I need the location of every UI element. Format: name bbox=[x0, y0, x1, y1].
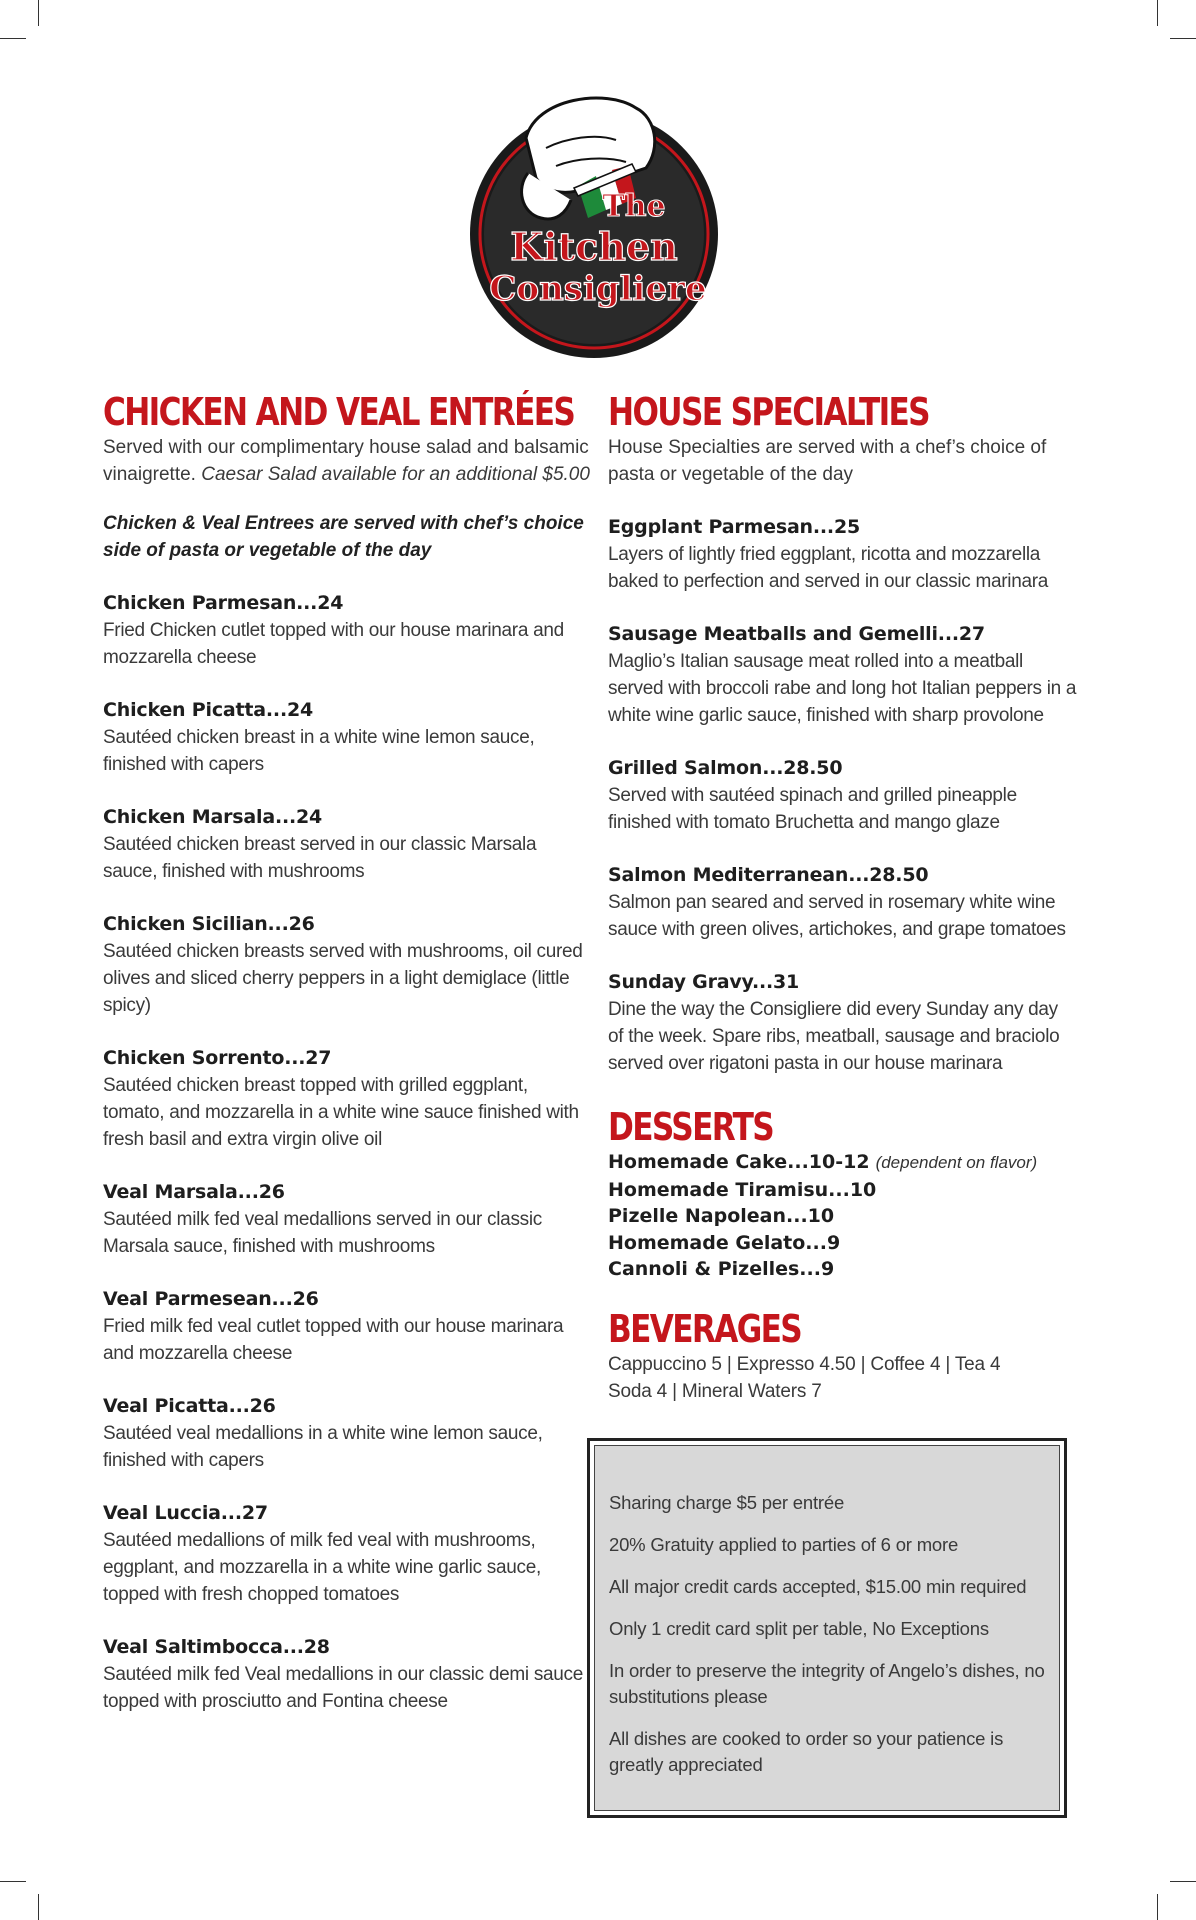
menu-item-description: Layers of lightly fried eggplant, ricotta and mozzarella baked to perfection and served in our classic marinara bbox=[608, 544, 1049, 592]
menu-item bbox=[103, 1045, 593, 1153]
menu-item bbox=[608, 969, 1078, 1077]
menu-item-name: Chicken Picatta...24 bbox=[103, 699, 314, 721]
crop-mark bbox=[0, 1881, 26, 1882]
beverages-line-2: Soda 4 | Mineral Waters 7 bbox=[608, 1380, 822, 1402]
beverages-line-1: Cappuccino 5 | Expresso 4.50 | Coffee 4 | Tea 4 bbox=[608, 1353, 1001, 1375]
dessert-name: Cannoli & Pizelles...9 bbox=[608, 1258, 835, 1280]
menu-item-name: Chicken Sicilian...26 bbox=[103, 913, 315, 935]
chicken-veal-column bbox=[103, 390, 593, 1715]
menu-item-name: Veal Parmesean...26 bbox=[103, 1288, 319, 1310]
menu-item-name: Sausage Meatballs and Gemelli...27 bbox=[608, 623, 985, 645]
chicken-veal-title: CHICKEN AND VEAL ENTRÉES bbox=[103, 390, 575, 434]
policy-line: 20% Gratuity applied to parties of 6 or more bbox=[609, 1534, 959, 1555]
menu-item-name: Eggplant Parmesan...25 bbox=[608, 516, 860, 538]
menu-item-name: Salmon Mediterranean...28.50 bbox=[608, 864, 929, 886]
dessert-note: (dependent on flavor) bbox=[875, 1153, 1038, 1172]
menu-item bbox=[103, 1179, 593, 1260]
menu-item bbox=[103, 697, 593, 778]
policy-box bbox=[587, 1438, 1067, 1818]
menu-item-name: Chicken Marsala...24 bbox=[103, 806, 323, 828]
house-specialties-intro: House Specialties are served with a chef’s choice of pasta or vegetable of the day bbox=[608, 437, 1047, 485]
chicken-veal-list bbox=[103, 590, 593, 1715]
dessert-name: Homemade Gelato...9 bbox=[608, 1231, 841, 1254]
menu-item bbox=[103, 911, 593, 1019]
dessert-item bbox=[608, 1177, 1078, 1204]
menu-item-name: Veal Saltimbocca...28 bbox=[103, 1636, 330, 1658]
dessert-name: Homemade Cake...10-12 bbox=[608, 1151, 870, 1173]
menu-item bbox=[103, 804, 593, 885]
menu-item-description: Sautéed medallions of milk fed veal with mushrooms, eggplant, and mozzarella in a white wine garlic sauce, topped with fresh chopped tomatoes bbox=[103, 1530, 541, 1605]
dessert-name: Pizelle Napolean...10 bbox=[608, 1205, 835, 1227]
policy-line: All dishes are cooked to order so your patience is greatly appreciated bbox=[609, 1728, 1004, 1775]
logo-text-consigliere: Consigliere bbox=[489, 269, 707, 309]
menu-item-name: Sunday Gravy...31 bbox=[608, 971, 800, 993]
menu-item bbox=[608, 862, 1078, 943]
menu-item bbox=[103, 1393, 593, 1474]
caesar-note: Caesar Salad available for an additional $5.00 bbox=[201, 464, 590, 485]
policy-line: All major credit cards accepted, $15.00 min required bbox=[609, 1576, 1027, 1597]
menu-item-description: Maglio’s Italian sausage meat rolled into a meatball served with broccoli rabe and long hot Italian peppers in a white wine garlic sauce, finished with sharp provolone bbox=[608, 651, 1077, 726]
menu-item-description: Served with sautéed spinach and grilled pineapple finished with tomato Bruchetta and mango glaze bbox=[608, 785, 1017, 833]
desserts-title: DESSERTS bbox=[608, 1105, 774, 1149]
dessert-item bbox=[608, 1256, 1078, 1283]
dessert-item bbox=[608, 1230, 1078, 1257]
menu-item-description: Fried milk fed veal cutlet topped with our house marinara and mozzarella cheese bbox=[103, 1316, 564, 1364]
menu-item bbox=[608, 514, 1078, 595]
menu-item bbox=[608, 621, 1078, 729]
desserts-list bbox=[608, 1149, 1078, 1283]
house-specialties-column bbox=[608, 390, 1078, 1405]
chicken-veal-intro bbox=[103, 434, 593, 488]
crop-mark bbox=[38, 1894, 39, 1920]
menu-item bbox=[103, 1286, 593, 1367]
crop-mark bbox=[38, 0, 39, 26]
crop-mark bbox=[1157, 0, 1158, 26]
menu-item bbox=[103, 590, 593, 671]
dessert-name: Homemade Tiramisu...10 bbox=[608, 1178, 877, 1201]
policy-line: Only 1 credit card split per table, No Exceptions bbox=[609, 1618, 989, 1639]
menu-item-name: Chicken Parmesan...24 bbox=[103, 592, 344, 614]
menu-item-description: Salmon pan seared and served in rosemary white wine sauce with green olives, artichokes, and grape tomatoes bbox=[608, 892, 1066, 940]
menu-item-description: Sautéed chicken breast served in our classic Marsala sauce, finished with mushrooms bbox=[103, 834, 537, 882]
menu-item-description: Sautéed veal medallions in a white wine lemon sauce, finished with capers bbox=[103, 1423, 543, 1471]
policy-line: In order to preserve the integrity of Angelo’s dishes, no substitutions please bbox=[609, 1660, 1045, 1707]
side-note: Chicken & Veal Entrees are served with chef’s choice side of pasta or vegetable of the day bbox=[103, 513, 584, 561]
menu-item-description: Sautéed chicken breasts served with mushrooms, oil cured olives and sliced cherry peppers in a light demiglace (little spicy) bbox=[103, 941, 583, 1016]
menu-item-description: Sautéed milk fed Veal medallions in our classic demi sauce topped with prosciutto and Fontina cheese bbox=[103, 1664, 584, 1712]
menu-item-description: Sautéed chicken breast topped with grilled eggplant, tomato, and mozzarella in a white wine sauce finished with fresh basil and extra virgin olive oil bbox=[103, 1075, 579, 1150]
menu-item-description: Sautéed chicken breast in a white wine lemon sauce, finished with capers bbox=[103, 727, 535, 775]
logo-text-the: The bbox=[602, 189, 666, 224]
menu-item-name: Veal Luccia...27 bbox=[103, 1502, 268, 1524]
menu-item-description: Sautéed milk fed veal medallions served in our classic Marsala sauce, finished with mushrooms bbox=[103, 1209, 542, 1257]
menu-item-description: Fried Chicken cutlet topped with our house marinara and mozzarella cheese bbox=[103, 620, 564, 668]
policy-list bbox=[594, 1445, 1060, 1811]
menu-item bbox=[103, 1500, 593, 1608]
crop-mark bbox=[1170, 1881, 1196, 1882]
menu-item bbox=[608, 755, 1078, 836]
menu-item-name: Veal Picatta...26 bbox=[103, 1395, 276, 1417]
restaurant-logo bbox=[466, 78, 722, 362]
policy-line: Sharing charge $5 per entrée bbox=[609, 1492, 845, 1513]
menu-item-name: Grilled Salmon...28.50 bbox=[608, 757, 843, 779]
intro-text: Served with our complimentary house salad and balsamic vinaigrette. bbox=[103, 437, 589, 485]
crop-mark bbox=[1157, 1894, 1158, 1920]
house-specialties-list bbox=[608, 514, 1078, 1077]
menu-item-description: Dine the way the Consigliere did every Sunday any day of the week. Spare ribs, meatball, sausage and braciolo served over rigatoni pasta in our house marinara bbox=[608, 999, 1060, 1074]
menu-item-name: Chicken Sorrento...27 bbox=[103, 1047, 332, 1069]
beverages-title: BEVERAGES bbox=[608, 1306, 802, 1351]
menu-item bbox=[103, 1634, 593, 1715]
crop-mark bbox=[0, 38, 26, 39]
menu-item-name: Veal Marsala...26 bbox=[103, 1181, 285, 1203]
dessert-item bbox=[608, 1203, 1078, 1230]
logo-text-kitchen: Kitchen bbox=[510, 224, 678, 269]
crop-mark bbox=[1170, 38, 1196, 39]
house-specialties-title: HOUSE SPECIALTIES bbox=[608, 390, 929, 434]
dessert-item bbox=[608, 1149, 1078, 1177]
